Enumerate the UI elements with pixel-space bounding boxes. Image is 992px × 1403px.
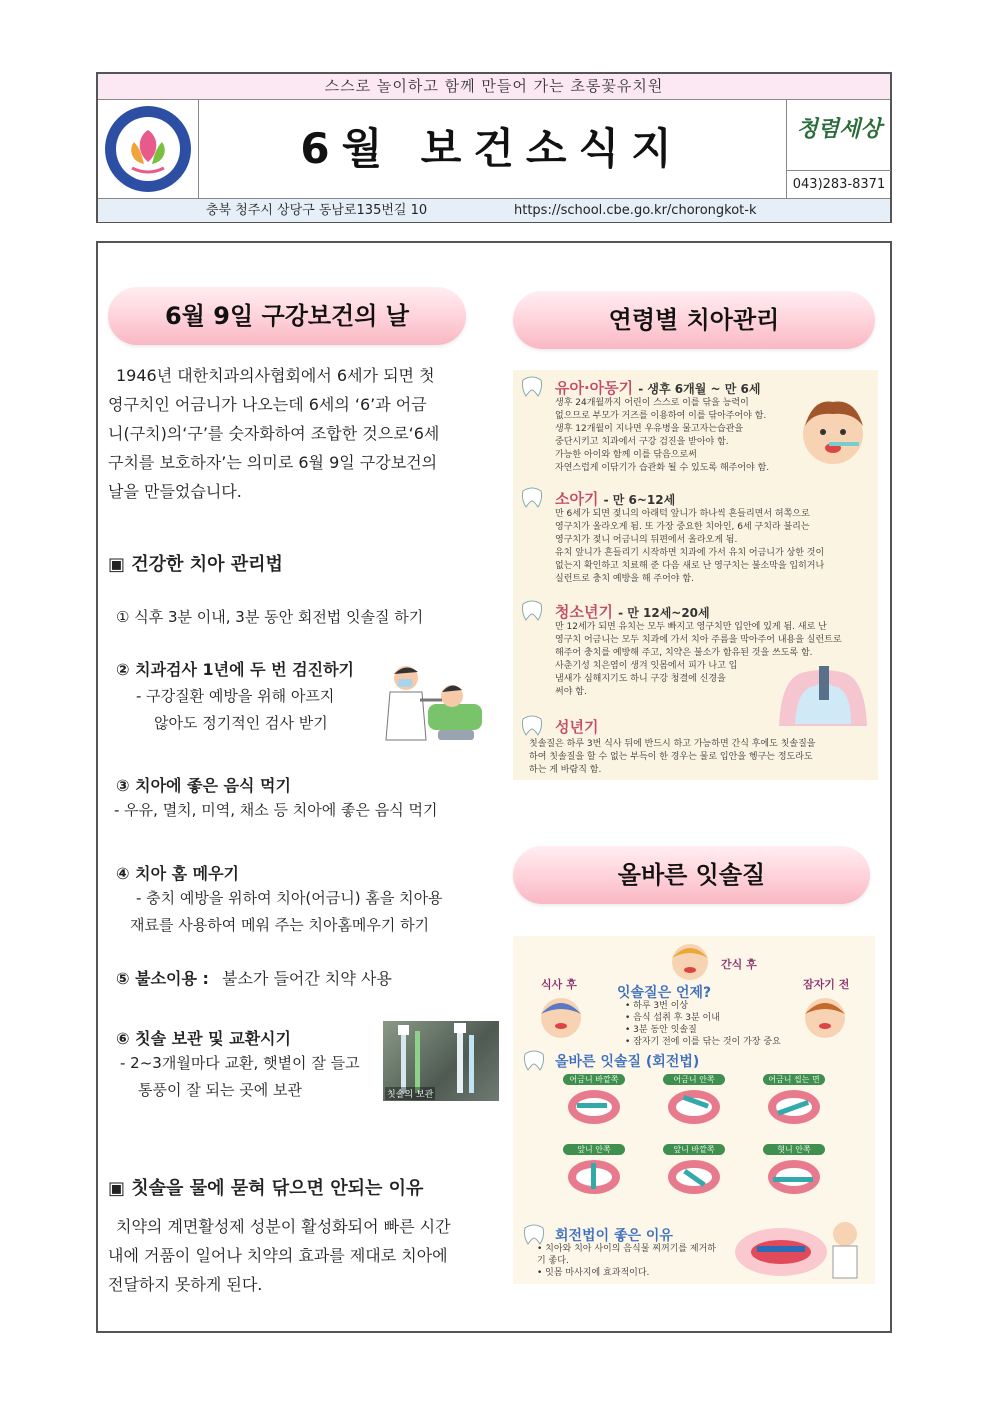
intro-line: 영구치인 어금니가 나오는데 6세의 ‘6’과 어금 <box>108 395 427 414</box>
care-item-2-title: ② 치과검사 1년에 두 번 검진하기 <box>116 660 355 679</box>
brand-logo: 청렴세상 <box>796 117 882 142</box>
stage-text <box>555 397 805 475</box>
brushing-method-cell <box>663 1144 725 1198</box>
cell-label: 앞니 바깥쪽 <box>663 1144 725 1155</box>
when-item: • 하루 3번 이상 <box>625 1001 689 1011</box>
when-item: • 3분 동안 잇솔질 <box>625 1025 697 1035</box>
stage-line: 없는지 확인하고 치료해 준 다음 새로 난 영구치는 불소막을 입히거나 <box>555 561 825 571</box>
mouth-icon <box>763 1085 825 1127</box>
brand-cell <box>786 100 891 198</box>
when-list <box>625 1000 781 1048</box>
care-item-4-line: 재료를 사용하여 메워 주는 치아홈메우기 하기 <box>130 916 430 934</box>
cell-label: 어금니 안쪽 <box>663 1074 725 1085</box>
section-title-age-care: 연령별 치아관리 <box>513 291 875 349</box>
newsletter-header <box>96 72 892 223</box>
stage-line: 하여 칫솔질을 할 수 없는 부득이 한 경우는 물로 입안을 헹구는 정도라도 <box>529 752 813 762</box>
brushing-method-cell <box>763 1074 825 1128</box>
why-paragraph <box>108 1212 478 1299</box>
cell-label: 어금니 바깥쪽 <box>563 1074 625 1085</box>
why-line: 내에 거품이 일어나 치약의 효과를 제대로 치아에 <box>108 1246 448 1265</box>
baby-brushing-illustration <box>793 392 873 472</box>
stage-line: 영구치가 젖니 어금니의 뒤편에서 올라오게 됨. <box>555 535 738 545</box>
stage-line: 생후 12개월이 지나면 우유병을 물고자는습관을 <box>555 424 744 434</box>
dentist-brushing-illustration <box>727 1220 867 1280</box>
age-care-infographic <box>513 370 878 780</box>
brushing-method-cell <box>763 1144 825 1198</box>
stage-line: 써야 함. <box>555 687 587 697</box>
stage-line: 가능한 아이와 함께 이를 닦음으로써 <box>555 450 697 460</box>
logo-cell <box>98 100 199 198</box>
stage-name: 성년기 <box>555 718 599 736</box>
stage-line: 칫솔질은 하루 3번 식사 뒤에 반드시 하고 가능하면 간식 후에도 칫솔질을 <box>529 739 816 749</box>
brushing-method-cell <box>563 1144 625 1198</box>
stage-heading <box>555 377 760 398</box>
care-item-4-title: ④ 치아 홈 메우기 <box>116 864 239 883</box>
care-item-4-line: - 충치 예방을 위하여 치아(어금니) 홈을 치아용 <box>136 889 443 907</box>
stage-name: 유아·아동기 <box>555 379 634 397</box>
stage-heading <box>555 488 675 509</box>
why-item: • 잇몸 마사지에 효과적이다. <box>537 1268 650 1278</box>
care-heading: ▣ 건강한 치아 관리법 <box>108 554 283 575</box>
stage-line: 중단시키고 치과에서 구강 검진을 받아야 함. <box>555 437 729 447</box>
phone-number: 043)283-8371 <box>787 170 891 198</box>
stage-line: 사춘기성 치은염이 생겨 잇몸에서 피가 나고 입 <box>555 661 738 671</box>
tooth-icon <box>519 487 545 509</box>
care-item-6-title: ⑥ 칫솔 보관 및 교환시기 <box>116 1029 291 1048</box>
cell-label: 어금니 씹는 면 <box>763 1074 825 1085</box>
stage-line: 영구치 어금니는 모두 치과에 가서 치아 주름을 막아주어 내용을 실런트로 <box>555 635 842 645</box>
intro-line: 니(구치)의‘구’를 숫자화하여 조합한 것으로‘6세 <box>108 424 440 443</box>
stage-text <box>555 508 875 586</box>
intro-line: 날을 만들었습니다. <box>108 482 242 501</box>
intro-line: 1946년 대한치과의사협회에서 6세가 되면 첫 <box>116 366 435 385</box>
after-snack-label: 간식 후 <box>721 958 757 971</box>
stage-heading <box>555 716 598 737</box>
stage-name: 청소년기 <box>555 603 613 621</box>
mouth-icon <box>663 1085 725 1127</box>
cell-label: 앞니 안쪽 <box>563 1144 625 1155</box>
rotation-why-list <box>537 1243 717 1279</box>
tooth-icon <box>519 715 545 737</box>
care-item-6-line: - 2~3개월마다 교환, 햇볕이 잘 들고 <box>120 1054 360 1072</box>
after-meal-label: 식사 후 <box>541 978 577 991</box>
tooth-cross-section-illustration <box>775 666 871 730</box>
stage-line: 실런트로 충치 예방을 해 주어야 함. <box>555 574 694 584</box>
care-item-3-title: ③ 치아에 좋은 음식 먹기 <box>116 776 291 795</box>
mouth-icon <box>563 1085 625 1127</box>
stage-heading <box>555 601 710 622</box>
page-title: 6월 보건소식지 <box>300 124 684 173</box>
care-item-5-title: ⑤ 불소이용 : <box>116 969 209 988</box>
brushing-method-cell <box>663 1074 725 1128</box>
mouth-icon <box>563 1155 625 1197</box>
dentist-illustration <box>380 660 486 746</box>
photo-caption: 칫솔의 보관 <box>385 1087 435 1100</box>
stage-line: 영구치가 올라오게 됨. 또 가장 중요한 치아인, 6세 구치라 불리는 <box>555 522 810 532</box>
stage-range: - 만 12세~20세 <box>618 606 710 620</box>
stage-line: 유치 앞니가 흔들리기 시작하면 치과에 가서 유치 어금니가 상한 것이 <box>555 548 825 558</box>
stage-line: 해주어 충치를 예방해 주고, 치약은 불소가 함유된 것을 쓰도록 함. <box>555 648 813 658</box>
website-link[interactable]: https://school.cbe.go.kr/chorongkot-k <box>514 203 757 218</box>
kid-face-illustration <box>533 992 589 1040</box>
slogan: 스스로 놀이하고 함께 만들어 가는 초롱꽃유치원 <box>98 74 890 100</box>
stage-line: 자연스럽게 이닦기가 습관화 될 수 있도록 해주어야 함. <box>555 463 770 473</box>
why-heading: ▣ 칫솔을 물에 묻혀 닦으면 안되는 이유 <box>108 1178 424 1199</box>
why-line: 전달하지 못하게 된다. <box>108 1275 263 1294</box>
kid-face-illustration <box>663 938 717 982</box>
before-sleep-label: 잠자기 전 <box>803 978 850 991</box>
care-item-5-text: 불소가 들어간 치약 사용 <box>222 969 392 988</box>
when-title: 잇솔질은 언제? <box>617 985 712 1001</box>
stage-range: - 생후 6개월 ~ 만 6세 <box>638 382 761 396</box>
kid-face-illustration <box>797 992 853 1040</box>
stage-line: 없으므로 부모가 거즈를 이용하여 이를 닦아주어야 함. <box>555 411 767 421</box>
stage-name: 소아기 <box>555 490 599 508</box>
care-item-5 <box>116 966 392 989</box>
care-item-2-line: - 구강질환 예방을 위해 아프지 <box>136 687 335 705</box>
tooth-icon <box>519 600 545 622</box>
stage-line: 만 6세가 되면 젖니의 아래턱 앞니가 하나씩 흔들리면서 허쪽으로 <box>555 509 810 519</box>
why-item: • 치아와 치아 사이의 음식물 찌꺼기를 제거하기 좋다. <box>537 1244 716 1266</box>
tooth-icon <box>521 1050 547 1072</box>
stage-range: - 만 6~12세 <box>603 493 676 507</box>
when-item: • 음식 섭취 후 3분 이내 <box>625 1013 720 1023</box>
brushing-method-cell <box>563 1074 625 1128</box>
section-title-brushing: 올바른 잇솔질 <box>513 846 870 904</box>
when-item: • 잠자기 전에 이를 닦는 것이 가장 중요 <box>625 1037 781 1047</box>
toothbrush-photo <box>383 1021 499 1101</box>
stage-line: 만 12세가 되면 유치는 모두 빠지고 영구치만 입안에 있게 됨. 새로 난 <box>555 622 827 632</box>
cell-label: 혓니 안쪽 <box>763 1144 825 1155</box>
address-bar <box>98 198 890 222</box>
mouth-icon <box>663 1155 725 1197</box>
care-item-2-line: 않아도 정기적인 검사 받기 <box>154 714 328 732</box>
intro-paragraph <box>108 361 478 506</box>
stage-line: 하는 게 바람직 함. <box>529 765 602 775</box>
care-item-1: ① 식후 3분 이내, 3분 동안 회전법 잇솔질 하기 <box>116 608 424 626</box>
address: 충북 청주시 상당구 동남로135번길 10 <box>206 203 428 218</box>
intro-line: 구치를 보호하자’는 의미로 6월 9일 구강보건의 <box>108 453 438 472</box>
care-item-3-line: - 우유, 멸치, 미역, 채소 등 치아에 좋은 음식 먹기 <box>114 801 438 819</box>
care-item-6-line: 통풍이 잘 되는 곳에 보관 <box>138 1081 302 1099</box>
stage-text <box>529 738 875 777</box>
kindergarten-logo <box>98 100 198 198</box>
why-line: 치약의 계면활성제 성분이 활성화되어 빠른 시간 <box>116 1217 451 1236</box>
rotation-why-title: 회전법이 좋은 이유 <box>555 1228 673 1244</box>
stage-line: 냄새가 심해지기도 하니 구강 청결에 신경을 <box>555 674 726 684</box>
brushing-infographic <box>513 936 875 1284</box>
section-title-oral-health-day: 6월 9일 구강보건의 날 <box>108 287 466 345</box>
mouth-icon <box>763 1155 825 1197</box>
tooth-icon <box>519 376 545 398</box>
title-cell <box>199 100 785 198</box>
stage-line: 생후 24개월까지 어린이 스스로 이를 닦을 능력이 <box>555 398 749 408</box>
method-title: 올바른 잇솔질 (회전법) <box>555 1054 700 1070</box>
